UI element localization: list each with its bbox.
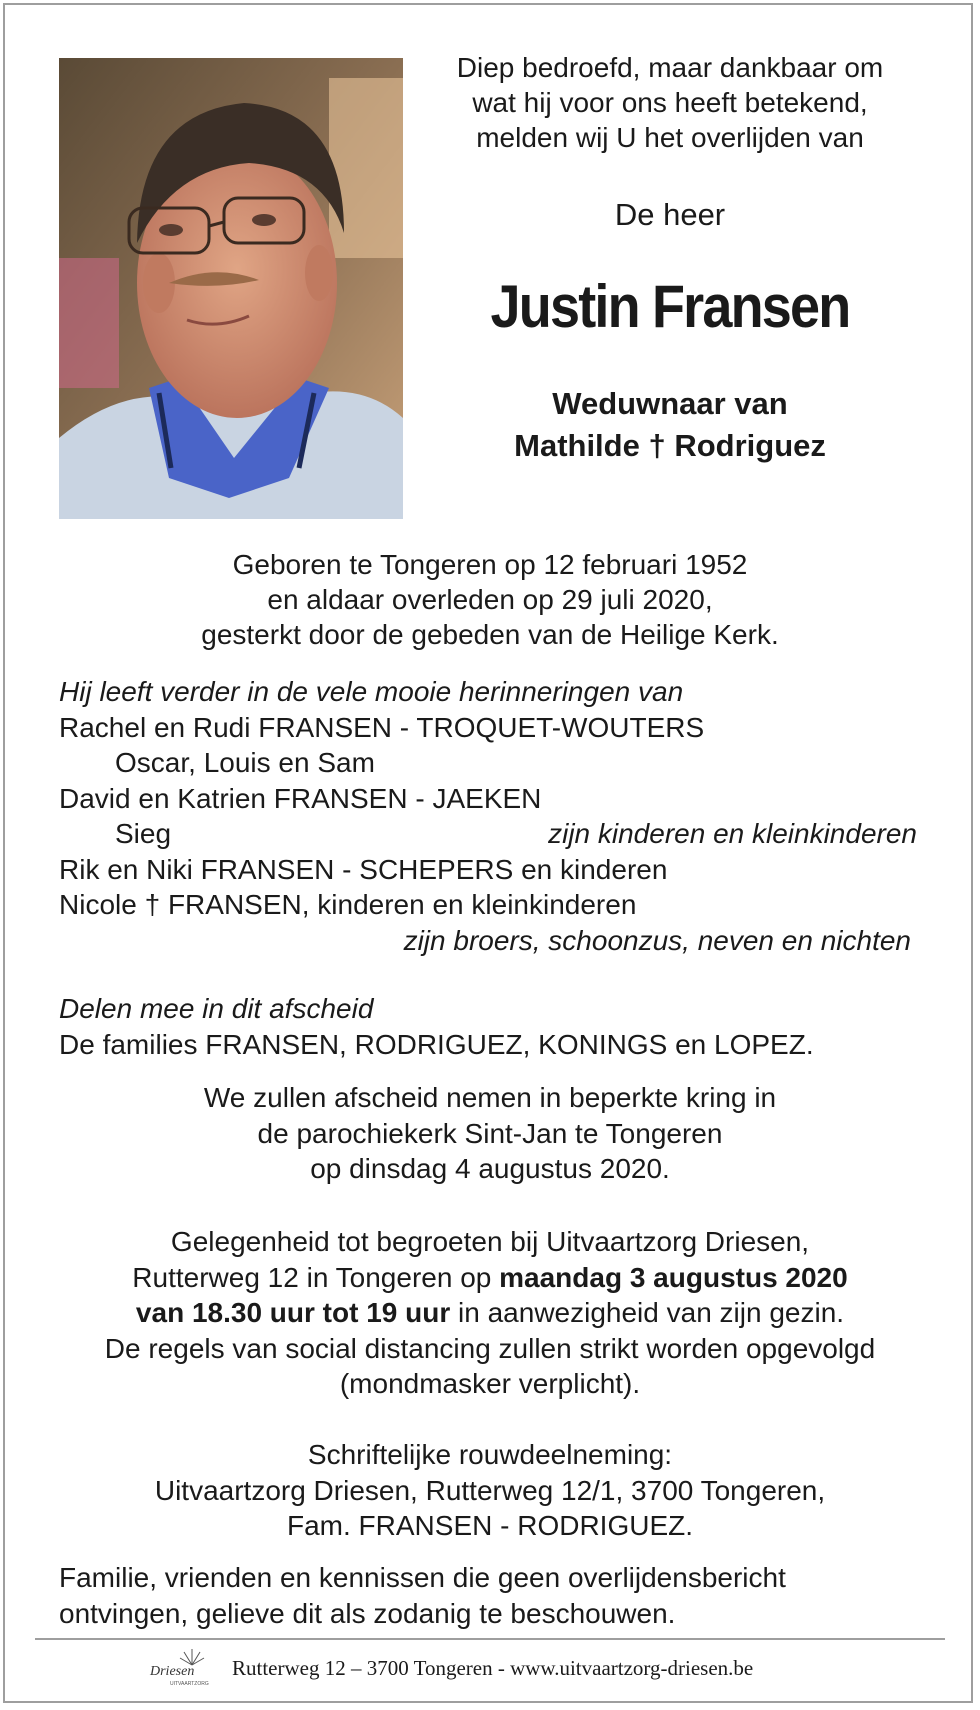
ceremony-info [40, 1080, 940, 1187]
condolences-info [40, 1437, 940, 1544]
family-member: Oscar, Louis en Sam [115, 747, 375, 778]
ceremony-line: op dinsdag 4 augustus 2020. [310, 1153, 670, 1184]
family-heading: Hij leeft verder in de vele mooie herinneringen van [59, 676, 684, 707]
visitation-info [40, 1224, 940, 1402]
family-relation-row [59, 923, 929, 959]
share-section [59, 991, 929, 1062]
family-member: Nicole † FRANSEN, kinderen en kleinkinderen [59, 889, 637, 920]
footer-address: Rutterweg 12 – 3700 Tongeren - www.uitvaartzorg-driesen.be [232, 1656, 754, 1680]
family-member: Rachel en Rudi FRANSEN - TROQUET-WOUTERS [59, 711, 705, 743]
portrait-photo [59, 58, 403, 519]
visitation-line [40, 1260, 940, 1296]
family-member-row [59, 816, 929, 852]
family-member: David en Katrien FRANSEN - JAEKEN [59, 782, 542, 814]
visitation-text: Rutterweg 12 in Tongeren op [132, 1261, 500, 1293]
intro-line: melden wij U het overlijden van [476, 122, 864, 153]
logo-subtext: UITVAARTZORG [170, 1681, 209, 1687]
visitation-line: De regels van social distancing zullen strikt worden opgevolgd [104, 1332, 876, 1364]
relation-siblings: zijn broers, schoonzus, neven en nichten [403, 924, 911, 956]
ceremony-line: de parochiekerk Sint-Jan te Tongeren [257, 1117, 723, 1149]
death-line: en aldaar overleden op 29 juli 2020, [267, 584, 713, 615]
closing-line: Familie, vrienden en kennissen die geen overlijdensbericht [59, 1562, 786, 1593]
birth-line: Geboren te Tongeren op 12 februari 1952 [232, 549, 748, 580]
closing-note [59, 1560, 939, 1631]
salutation: De heer [614, 197, 726, 232]
relation-children: zijn kinderen en kleinkinderen [548, 818, 917, 849]
visitation-text: in aanwezigheid van zijn gezin. [450, 1297, 845, 1328]
share-families: De families FRANSEN, RODRIGUEZ, KONINGS en LOPEZ. [59, 1028, 814, 1060]
intro-line: Diep bedroefd, maar dankbaar om [456, 52, 884, 83]
intro-line: wat hij voor ons heeft betekend, [472, 87, 868, 118]
deceased-name: Justin Fransen [490, 273, 850, 340]
logo-text: Driesen [150, 1664, 195, 1679]
visitation-time: van 18.30 uur tot 19 uur [135, 1297, 451, 1328]
visitation-line [40, 1295, 940, 1331]
condolences-line: Uitvaartzorg Driesen, Rutterweg 12/1, 3700 Tongeren, [154, 1474, 826, 1506]
share-heading: Delen mee in dit afscheid [59, 993, 374, 1024]
condolences-line: Fam. FRANSEN - RODRIGUEZ. [286, 1510, 693, 1541]
intro-text [420, 50, 920, 155]
driesen-logo [148, 1645, 228, 1690]
visitation-date: maandag 3 augustus 2020 [499, 1261, 848, 1293]
visitation-line: (mondmasker verplicht). [339, 1368, 641, 1399]
visitation-line: Gelegenheid tot begroeten bij Uitvaartzorg Driesen, [170, 1226, 810, 1257]
widow-line: Weduwnaar van [552, 386, 788, 421]
family-list [59, 674, 929, 958]
ceremony-line: We zullen afscheid nemen in beperkte kring in [203, 1082, 777, 1113]
widow-spouse-line: Mathilde † Rodriguez [514, 428, 826, 463]
family-member: Sieg [115, 818, 172, 849]
closing-line: ontvingen, gelieve dit als zodanig te beschouwen. [59, 1597, 676, 1629]
blessing-line: gesterkt door de gebeden van de Heilige Kerk. [201, 619, 779, 650]
condolences-line: Schriftelijke rouwdeelneming: [307, 1439, 673, 1470]
birth-death-info [60, 547, 920, 652]
widow-of [420, 383, 920, 467]
footer-divider [35, 1638, 945, 1640]
family-member: Rik en Niki FRANSEN - SCHEPERS en kinderen [59, 853, 668, 885]
